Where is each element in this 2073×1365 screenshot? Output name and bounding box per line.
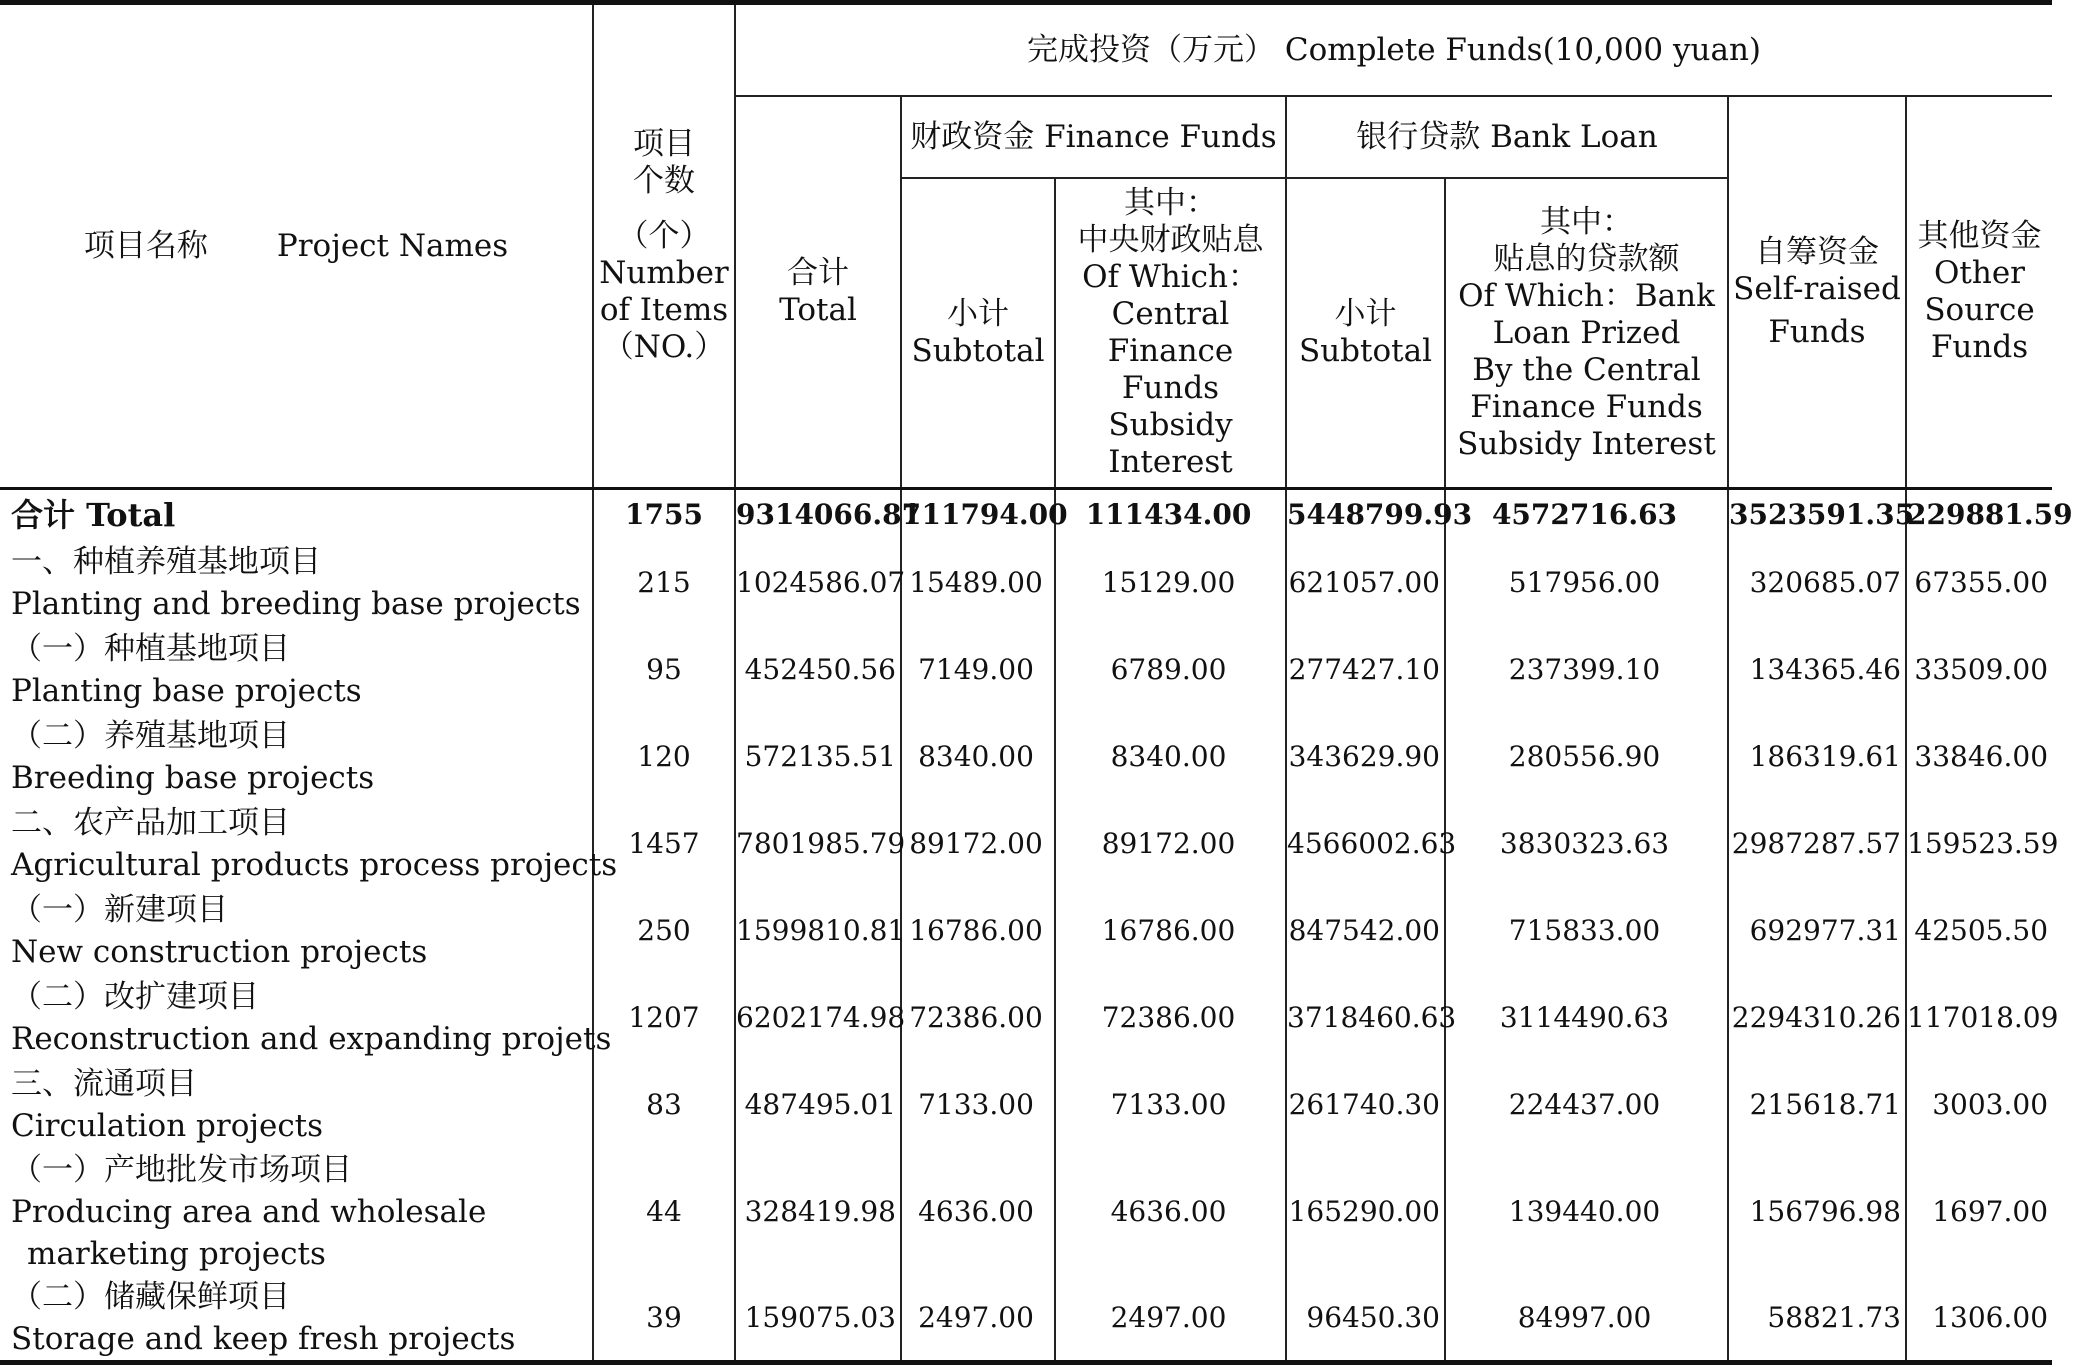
header-line: 项目 <box>633 126 695 162</box>
cell-self-raised: 156796.98 <box>1728 1149 1906 1276</box>
cell-other-source: 229881.59 <box>1906 489 2052 540</box>
row-name-en: Planting base projects <box>11 673 362 709</box>
header-line: 贴息的贷款额 <box>1493 240 1680 277</box>
cell-bank-of-which: 715833.00 <box>1445 888 1728 975</box>
cell-finance-of-which: 72386.00 <box>1055 975 1286 1062</box>
cell-finance-of-which: 16786.00 <box>1055 888 1286 975</box>
cell-finance-subtotal: 89172.00 <box>901 801 1055 888</box>
cell-total: 159075.03 <box>735 1276 901 1363</box>
cell-bank-of-which: 3830323.63 <box>1445 801 1728 888</box>
cell-other-source: 42505.50 <box>1906 888 2052 975</box>
header-line: Subsidy Interest <box>1457 425 1716 462</box>
header-line: Interest <box>1108 444 1233 480</box>
header-line: 其他资金 <box>1917 218 2042 254</box>
cell-finance-of-which: 89172.00 <box>1055 801 1286 888</box>
cell-bank-of-which: 4572716.63 <box>1445 489 1728 540</box>
table-row <box>0 1276 2052 1363</box>
header-total <box>735 96 901 489</box>
cell-self-raised: 2987287.57 <box>1728 801 1906 888</box>
row-name <box>0 1062 593 1149</box>
header-line: Other <box>1934 255 2026 291</box>
row-name-cn: （二）储藏保鲜项目 <box>11 1278 290 1315</box>
table-row-total <box>0 489 2052 540</box>
cell-bank-of-which: 224437.00 <box>1445 1062 1728 1149</box>
cell-other-source: 117018.09 <box>1906 975 2052 1062</box>
cell-bank-subtotal: 343629.90 <box>1286 714 1445 801</box>
header-line: Subtotal <box>911 333 1045 369</box>
table-header <box>0 3 2052 489</box>
row-name-en: Planting and breeding base projects <box>11 586 581 622</box>
cell-count: 1457 <box>593 801 735 888</box>
header-line: 中央财政贴息 <box>1077 222 1264 258</box>
row-name-en: Reconstruction and expanding projets <box>11 1021 612 1057</box>
cell-self-raised: 692977.31 <box>1728 888 1906 975</box>
header-line: 其中： <box>1540 203 1633 240</box>
header-project-names <box>0 3 593 489</box>
row-name-en: Breeding base projects <box>11 760 375 796</box>
cell-self-raised: 186319.61 <box>1728 714 1906 801</box>
cell-other-source: 159523.59 <box>1906 801 2052 888</box>
table-body <box>0 489 2073 1363</box>
table-row <box>0 627 2052 714</box>
header-line: 小计 <box>1334 296 1397 332</box>
cell-other-source: 33846.00 <box>1906 714 2052 801</box>
header-project-names-en: Project Names <box>276 227 509 264</box>
header-line: of Items <box>599 292 729 328</box>
header-line: Number <box>599 255 729 291</box>
cell-bank-subtotal: 847542.00 <box>1286 888 1445 975</box>
header-line: Funds <box>1768 313 1866 350</box>
header-line: Funds Subsidy <box>1108 370 1233 443</box>
row-name-en: New construction projects <box>11 934 428 970</box>
cell-finance-subtotal: 16786.00 <box>901 888 1055 975</box>
row-name <box>0 714 593 801</box>
header-line: 其中： <box>1124 185 1217 221</box>
row-name <box>0 975 612 1062</box>
cell-self-raised: 320685.07 <box>1728 540 1906 627</box>
cell-count: 250 <box>593 888 735 975</box>
cell-finance-of-which: 15129.00 <box>1055 540 1286 627</box>
cell-finance-of-which: 7133.00 <box>1055 1062 1286 1149</box>
cell-other-source: 33509.00 <box>1906 627 2052 714</box>
header-bank-loan: 银行贷款 Bank Loan <box>1286 96 1728 178</box>
header-finance-of-which <box>1055 178 1286 489</box>
header-project-names-cn: 项目名称 <box>83 227 208 264</box>
cell-bank-subtotal: 4566002.63 <box>1286 801 1445 888</box>
cell-total: 6202174.98 <box>735 975 901 1062</box>
cell-total: 452450.56 <box>735 627 901 714</box>
header-number-of-items <box>593 3 735 489</box>
row-name-cn: 合计 Total <box>11 495 176 534</box>
header-line: （NO.） <box>602 329 726 365</box>
header-line: Of Which： <box>1082 259 1259 295</box>
cell-bank-of-which: 237399.10 <box>1445 627 1728 714</box>
cell-bank-subtotal: 96450.30 <box>1286 1276 1445 1363</box>
cell-bank-of-which: 3114490.63 <box>1445 975 1728 1062</box>
cell-self-raised: 2294310.26 <box>1728 975 1906 1062</box>
table-row <box>0 1062 2052 1149</box>
header-line: （个） <box>617 218 711 254</box>
row-name-cn: （二）改扩建项目 <box>11 979 259 1015</box>
cell-bank-subtotal: 261740.30 <box>1286 1062 1445 1149</box>
cell-count: 1755 <box>593 489 735 540</box>
cell-total: 1599810.81 <box>735 888 901 975</box>
header-line: Finance Funds <box>1470 388 1703 425</box>
header-bank-subtotal <box>1286 178 1445 489</box>
row-name-cn: （一）产地批发市场项目 <box>11 1152 352 1188</box>
cell-total: 9314066.87 <box>735 489 901 540</box>
cell-count: 39 <box>593 1276 735 1363</box>
header-finance-funds: 财政资金 Finance Funds <box>901 96 1286 178</box>
row-name-cn: 一、种植养殖基地项目 <box>11 544 321 580</box>
row-name-en: Producing area and wholesale <box>11 1194 487 1230</box>
cell-count: 120 <box>593 714 735 801</box>
header-line: Central Finance <box>1107 296 1234 369</box>
header-line: 自筹资金 <box>1755 233 1879 270</box>
header-bank-of-which <box>1445 178 1728 489</box>
cell-self-raised: 58821.73 <box>1728 1276 1906 1363</box>
cell-finance-subtotal: 4636.00 <box>901 1149 1055 1276</box>
row-name <box>0 1276 593 1363</box>
header-line: By the Central <box>1472 351 1701 388</box>
cell-other-source: 3003.00 <box>1906 1062 2052 1149</box>
row-name-cn: 三、流通项目 <box>11 1066 197 1102</box>
cell-bank-of-which: 139440.00 <box>1445 1149 1728 1276</box>
cell-finance-of-which: 4636.00 <box>1055 1149 1286 1276</box>
row-name-en: Circulation projects <box>11 1108 324 1144</box>
cell-total: 487495.01 <box>735 1062 901 1149</box>
cell-finance-subtotal: 111794.00 <box>901 489 1055 540</box>
row-name <box>0 627 593 714</box>
cell-count: 215 <box>593 540 735 627</box>
cell-other-source: 1697.00 <box>1906 1149 2052 1276</box>
row-name-en-continued: marketing projects <box>27 1236 326 1272</box>
cell-other-source: 67355.00 <box>1906 540 2052 627</box>
row-name-cn: （二）养殖基地项目 <box>11 718 290 754</box>
table-row <box>0 888 2052 975</box>
table-row <box>0 1149 2052 1276</box>
cell-finance-subtotal: 8340.00 <box>901 714 1055 801</box>
cell-bank-of-which: 517956.00 <box>1445 540 1728 627</box>
cell-bank-subtotal: 277427.10 <box>1286 627 1445 714</box>
cell-self-raised: 215618.71 <box>1728 1062 1906 1149</box>
row-name <box>0 489 593 540</box>
table-row <box>0 540 2052 627</box>
header-line: Loan Prized <box>1492 314 1681 351</box>
cell-bank-subtotal: 621057.00 <box>1286 540 1445 627</box>
row-name <box>0 801 618 888</box>
row-name-cn: 二、农产品加工项目 <box>11 805 290 841</box>
cell-finance-of-which: 111434.00 <box>1055 489 1286 540</box>
cell-total: 7801985.79 <box>735 801 901 888</box>
cell-finance-subtotal: 7149.00 <box>901 627 1055 714</box>
cell-bank-subtotal: 5448799.93 <box>1286 489 1445 540</box>
header-line: 合计 <box>787 255 849 291</box>
header-line: Subtotal <box>1298 333 1433 369</box>
row-name <box>0 540 593 627</box>
header-self-raised <box>1728 96 1906 489</box>
header-line: Total <box>779 292 857 328</box>
header-complete-funds: 完成投资（万元） Complete Funds(10,000 yuan) <box>735 3 2052 97</box>
cell-bank-of-which: 84997.00 <box>1445 1276 1728 1363</box>
header-line: 个数 <box>633 163 695 199</box>
row-name-en: Agricultural products process projects <box>11 847 618 883</box>
cell-count: 44 <box>593 1149 735 1276</box>
cell-finance-of-which: 2497.00 <box>1055 1276 1286 1363</box>
header-line: Source <box>1924 292 2035 328</box>
table-row <box>0 801 2052 888</box>
header-other-source <box>1906 96 2052 489</box>
cell-count: 95 <box>593 627 735 714</box>
cell-finance-subtotal: 15489.00 <box>901 540 1055 627</box>
cell-finance-of-which: 6789.00 <box>1055 627 1286 714</box>
header-line: Of Which：Bank <box>1458 277 1715 314</box>
header-line: Self-raised <box>1733 270 1901 307</box>
cell-count: 1207 <box>593 975 735 1062</box>
cell-total: 572135.51 <box>735 714 901 801</box>
header-line: 小计 <box>947 296 1009 332</box>
cell-finance-subtotal: 2497.00 <box>901 1276 1055 1363</box>
row-name-en: Storage and keep fresh projects <box>11 1320 516 1357</box>
cell-finance-subtotal: 72386.00 <box>901 975 1055 1062</box>
table-row <box>0 975 2052 1062</box>
cell-bank-subtotal: 3718460.63 <box>1286 975 1445 1062</box>
table-row <box>0 714 2052 801</box>
row-name <box>0 1149 593 1276</box>
header-line: Funds <box>1930 329 2029 365</box>
cell-self-raised: 134365.46 <box>1728 627 1906 714</box>
row-name <box>0 888 593 975</box>
row-name-cn: （一）新建项目 <box>11 892 228 928</box>
cell-bank-of-which: 280556.90 <box>1445 714 1728 801</box>
cell-other-source: 1306.00 <box>1906 1276 2052 1363</box>
header-finance-subtotal <box>901 178 1055 489</box>
cell-finance-of-which: 8340.00 <box>1055 714 1286 801</box>
cell-total: 1024586.07 <box>735 540 901 627</box>
cell-finance-subtotal: 7133.00 <box>901 1062 1055 1149</box>
cell-bank-subtotal: 165290.00 <box>1286 1149 1445 1276</box>
cell-self-raised: 3523591.35 <box>1728 489 1906 540</box>
cell-count: 83 <box>593 1062 735 1149</box>
row-name-cn: （一）种植基地项目 <box>11 631 290 667</box>
cell-total: 328419.98 <box>735 1149 901 1276</box>
